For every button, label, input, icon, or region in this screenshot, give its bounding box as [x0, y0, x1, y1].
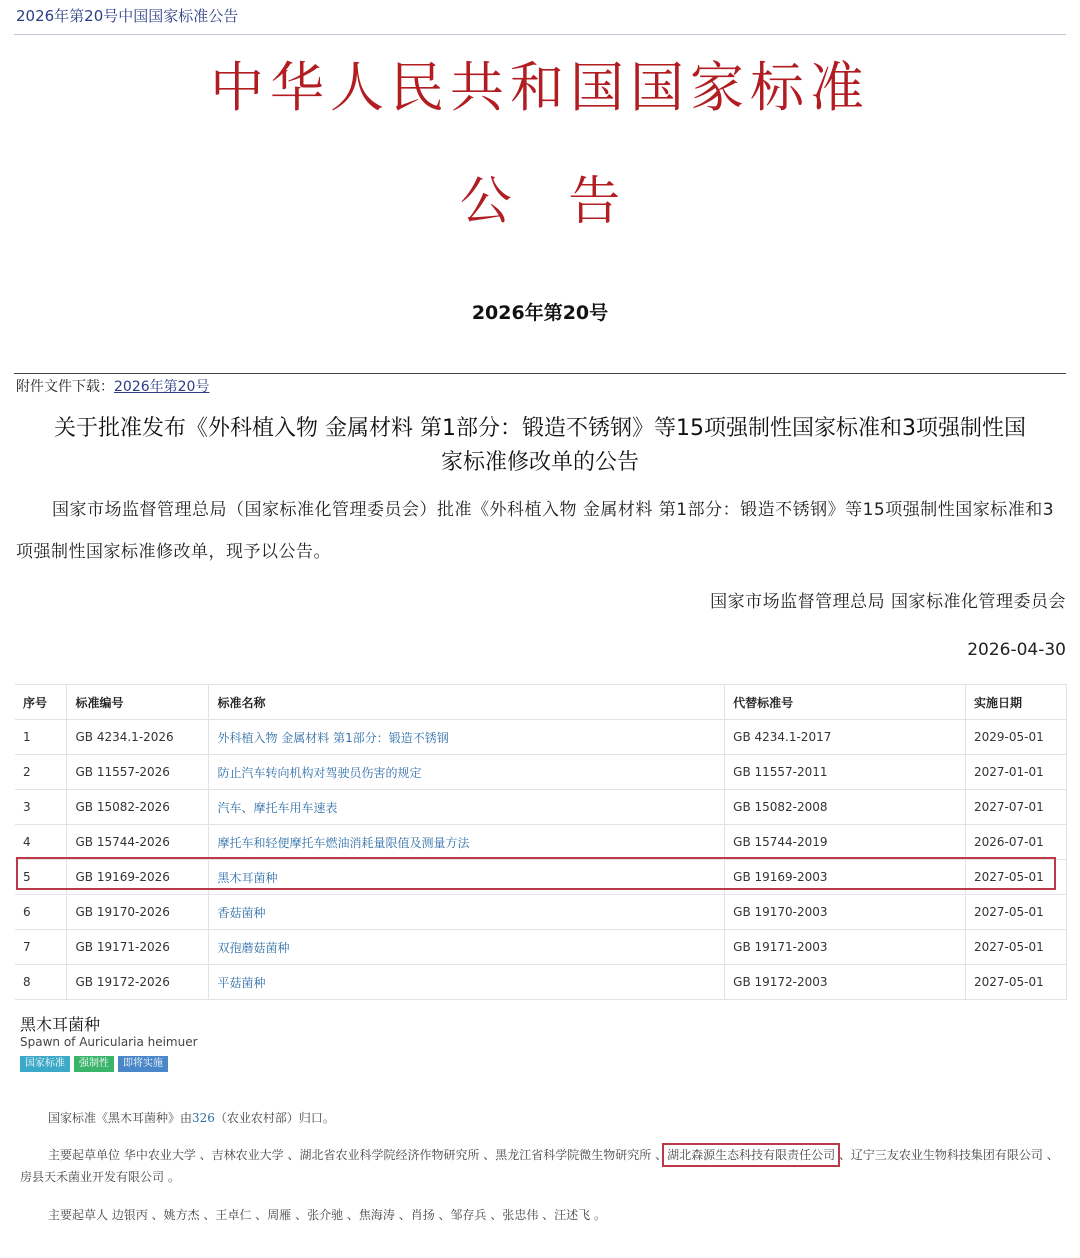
cell-date: 2027-05-01 [965, 895, 1066, 930]
cell-std-no: GB 11557-2026 [67, 755, 209, 790]
page-title: 中华人民共和国国家标准 [210, 56, 870, 119]
cell-replaced: GB 19170-2003 [725, 895, 966, 930]
cell-std-no: GB 19172-2026 [67, 965, 209, 1000]
detail-tags [20, 1056, 168, 1072]
cell-std-no: GB 19170-2026 [67, 895, 209, 930]
cell-std-no: GB 4234.1-2026 [67, 720, 209, 755]
drafting-unit-highlighted: 湖北森源生态科技有限责任公司 [667, 1148, 836, 1162]
announcement-date: 2026-04-30 [967, 640, 1066, 660]
cell-std-name-link[interactable]: 外科植入物 金属材料 第1部分：锻造不锈钢 [209, 720, 725, 755]
cell-date: 2029-05-01 [965, 720, 1066, 755]
cell-replaced: GB 11557-2011 [725, 755, 966, 790]
tag-mandatory: 强制性 [74, 1056, 114, 1072]
header-std-name: 标准名称 [209, 685, 725, 720]
table-row [15, 930, 1067, 965]
cell-std-name-link[interactable]: 摩托车和轻便摩托车燃油消耗量限值及测量方法 [209, 825, 725, 860]
announcement-title-line2: 家标准修改单的公告 [440, 450, 639, 475]
header-replaced: 代替标准号 [725, 685, 966, 720]
cell-replaced: GB 15744-2019 [725, 825, 966, 860]
top-divider [14, 34, 1066, 35]
committee-number-link[interactable]: 326 [192, 1111, 215, 1125]
tag-national-standard: 国家标准 [20, 1056, 70, 1072]
cell-replaced: GB 19171-2003 [725, 930, 966, 965]
attachment-row [16, 376, 209, 396]
cell-seq: 3 [15, 790, 67, 825]
cell-std-name-link[interactable]: 汽车、摩托车用车速表 [209, 790, 725, 825]
table-row [15, 720, 1067, 755]
detail-standard-name: 黑木耳菌种 [20, 1015, 101, 1034]
header-std-no: 标准编号 [67, 685, 209, 720]
cell-std-name-link[interactable]: 黑木耳菌种 [209, 860, 725, 895]
detail-paragraph-committee [20, 1107, 1060, 1129]
cell-date: 2026-07-01 [965, 825, 1066, 860]
cell-std-no: GB 19171-2026 [67, 930, 209, 965]
table-row [15, 825, 1067, 860]
announcement-body: 国家市场监督管理总局（国家标准化管理委员会）批准《外科植入物 金属材料 第1部分：锻造不锈钢》等15项强制性国家标准和3项强制性国家标准修改单，现予以公告。 [16, 500, 1055, 562]
cell-replaced: GB 19172-2003 [725, 965, 966, 1000]
cell-seq: 8 [15, 965, 67, 1000]
committee-text-b: （农业农村部）归口。 [214, 1111, 335, 1125]
section-divider [14, 373, 1066, 374]
drafting-units-text-a: 主要起草单位 华中农业大学 、吉林农业大学 、湖北省农业科学院经济作物研究所 、黑龙江省科学院微生物研究所 、 [48, 1148, 668, 1162]
announcement-signature: 国家市场监督管理总局 国家标准化管理委员会 [710, 592, 1066, 612]
cell-seq: 5 [15, 860, 67, 895]
table-row [15, 895, 1067, 930]
detail-paragraph-drafters: 主要起草人 边银丙 、姚方杰 、王卓仁 、周雁 、张介驰 、焦海涛 、肖扬 、邹存兵 、张忠伟 、汪述飞 。 [48, 1208, 606, 1222]
detail-english-name: Spawn of Auricularia heimuer [20, 1035, 198, 1049]
cell-std-name-link[interactable]: 平菇菌种 [209, 965, 725, 1000]
cell-date: 2027-05-01 [965, 965, 1066, 1000]
attachment-download-link[interactable]: 2026年第20号 [114, 379, 210, 395]
cell-seq: 1 [15, 720, 67, 755]
cell-seq: 4 [15, 825, 67, 860]
table-row [15, 790, 1067, 825]
cell-seq: 2 [15, 755, 67, 790]
cell-replaced: GB 4234.1-2017 [725, 720, 966, 755]
issue-number: 2026年第20号 [471, 302, 609, 324]
announcement-heading: 公 告 [459, 172, 621, 232]
table-row-highlighted [15, 860, 1067, 895]
committee-text-a: 国家标准《黑木耳菌种》由 [48, 1111, 193, 1125]
cell-date: 2027-05-01 [965, 930, 1066, 965]
table-row [15, 755, 1067, 790]
cell-std-no: GB 15082-2026 [67, 790, 209, 825]
cell-date: 2027-07-01 [965, 790, 1066, 825]
cell-date: 2027-05-01 [965, 860, 1066, 895]
cell-std-name-link[interactable]: 防止汽车转向机构对驾驶员伤害的规定 [209, 755, 725, 790]
cell-std-name-link[interactable]: 双孢蘑菇菌种 [209, 930, 725, 965]
breadcrumb-link[interactable]: 2026年第20号中国国家标准公告 [16, 7, 239, 25]
tag-upcoming: 即将实施 [118, 1056, 168, 1072]
cell-std-no: GB 19169-2026 [67, 860, 209, 895]
table-row [15, 965, 1067, 1000]
cell-std-no: GB 15744-2026 [67, 825, 209, 860]
table-header-row [15, 685, 1067, 720]
standards-table [15, 684, 1067, 1000]
header-seq: 序号 [15, 685, 67, 720]
header-date: 实施日期 [965, 685, 1066, 720]
announcement-title-line1: 关于批准发布《外科植入物 金属材料 第1部分：锻造不锈钢》等15项强制性国家标准和3项强制性国 [54, 416, 1026, 441]
attachment-label: 附件文件下载： [16, 379, 114, 395]
cell-date: 2027-01-01 [965, 755, 1066, 790]
detail-paragraph-drafting-units [20, 1144, 1060, 1188]
cell-seq: 7 [15, 930, 67, 965]
drafting-units-text-b: 、辽宁三友农业生物科技集团有限公司 、房县天禾菌业开发有限公司 。 [20, 1148, 1059, 1184]
cell-seq: 6 [15, 895, 67, 930]
cell-replaced: GB 15082-2008 [725, 790, 966, 825]
announcement-title [18, 412, 1062, 480]
cell-replaced: GB 19169-2003 [725, 860, 966, 895]
cell-std-name-link[interactable]: 香菇菌种 [209, 895, 725, 930]
